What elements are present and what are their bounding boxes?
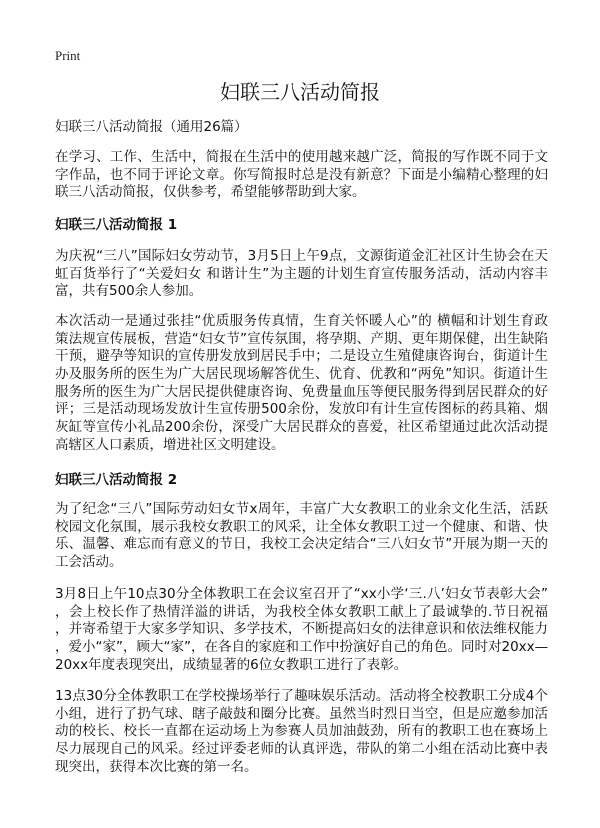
paragraph xyxy=(55,688,548,776)
section-heading-2: 妇联三八活动简报 2 xyxy=(55,472,178,488)
paragraph xyxy=(55,248,548,301)
text-line: 动的校长、校长一直都在运动场上为参赛人员加油鼓劲，所有的教职工也在赛场上 xyxy=(55,723,548,740)
text-line: 乐、温馨、难忘而有意义的节日，我校工会决定结合“三八妇女节”开展为期一天的 xyxy=(55,536,548,553)
paragraph xyxy=(55,313,548,455)
page-title: 妇联三八活动简报 xyxy=(220,80,380,104)
text-line: 评；三是活动现场发放计生宣传册500余份，发放印有计生宣传图标的药具箱、烟 xyxy=(55,401,548,418)
text-line: 在学习、工作、生活中，简报在生活中的使用越来越广泛，简报的写作既不同于文 xyxy=(55,149,548,165)
text-line: 小组，进行了扔气球、瞎子敲鼓和圈分比赛。虽然当时烈日当空，但是应邀参加活 xyxy=(55,705,548,722)
text-line: ，并寄希望于大家多学知识、多学技术，不断提高妇女的法律意识和依法维权能力 xyxy=(55,621,548,638)
intro-paragraph xyxy=(55,149,548,202)
text-line: 策法规宣传展板，营造“妇女节”宣传氛围，将孕期、产期、更年期保健，出生缺陷 xyxy=(55,330,548,347)
text-line: 本次活动一是通过张挂“优质服务传真情，生育关怀暖人心”的 横幅和计划生育政 xyxy=(55,313,548,329)
paragraph xyxy=(55,586,548,674)
text-line: 20xx年度表现突出，成绩显著的6位女教职工进行了表彰。 xyxy=(55,656,408,673)
print-link[interactable]: Print xyxy=(55,48,81,63)
text-line: 高辖区人口素质，增进社区文明建设。 xyxy=(55,436,285,453)
text-line: 服务所的医生为广大居民提供健康咨询、免费量血压等便民服务得到居民群众的好 xyxy=(55,383,548,400)
text-line: 为庆祝“三八”国际妇女劳动节，3月5日上午9点，文源街道金汇社区计生协会在天 xyxy=(55,248,548,264)
text-line: ，爱小“家”，顾大“家”，在各自的家庭和工作中扮演好自己的角色。同时对20xx— xyxy=(55,639,548,656)
text-line: 干预，避孕等知识的宣传册发放到居民手中；二是设立生殖健康咨询台，街道计生 xyxy=(55,348,548,365)
text-line: 13点30分全体教职工在学校操场举行了趣味娱乐活动。活动将全校教职工分成4个 xyxy=(55,688,548,704)
text-line: 富，共有500余人参加。 xyxy=(55,283,203,300)
text-line: 联三八活动简报，仅供参考，希望能够帮助到大家。 xyxy=(55,184,366,201)
text-line: ，会上校长作了热情洋溢的讲话，为我校全体女教职工献上了最诚挚的.节日祝福 xyxy=(55,603,548,620)
text-line: 办及服务所的医生为广大居民现场解答优生、优育、优教和“两免”知识。街道计生 xyxy=(55,366,548,383)
text-line: 灰缸等宣传小礼品200余份，深受广大居民群众的喜爱，社区希望通过此次活动提 xyxy=(55,419,548,436)
text-line: 虹百货举行了“关爱妇女 和谐计生”为主题的计划生育宣传服务活动，活动内容丰 xyxy=(55,265,548,282)
text-line: 现突出，获得本次比赛的第一名。 xyxy=(55,758,258,775)
subtitle-text: 妇联三八活动简报（通用26篇） xyxy=(55,119,248,135)
paragraph xyxy=(55,501,548,572)
text-line: 工会活动。 xyxy=(55,554,123,571)
text-line: 尽力展现自己的风采。经过评委老师的认真评选，带队的第二小组在活动比赛中表 xyxy=(55,741,548,758)
text-line: 3月8日上午10点30分全体教职工在会议室召开了“xx小学‘三.八’妇女节表彰大会” xyxy=(55,586,548,602)
subtitle xyxy=(55,119,548,137)
text-line: 字作品，也不同于评论文章。你写简报时总是没有新意？下面是小编精心整理的妇 xyxy=(55,166,548,183)
text-line: 校园文化氛围，展示我校女教职工的风采，让全体女教职工过一个健康、和谐、快 xyxy=(55,518,548,535)
text-line: 为了纪念“三八”国际劳动妇女节x周年，丰富广大女教职工的业余文化生活，活跃 xyxy=(55,501,548,517)
section-heading-1: 妇联三八活动简报 1 xyxy=(55,217,178,233)
